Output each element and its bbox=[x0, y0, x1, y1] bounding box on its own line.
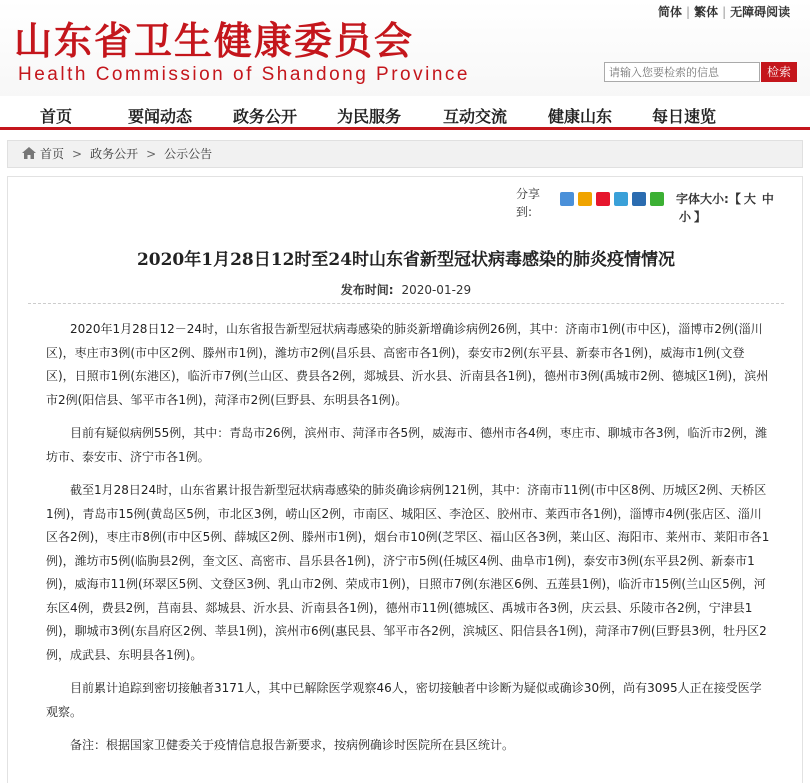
simplified-link[interactable]: 简体 bbox=[658, 5, 683, 19]
breadcrumb bbox=[7, 140, 803, 168]
publish-info bbox=[8, 281, 804, 298]
article-body bbox=[46, 318, 770, 768]
separator: | bbox=[686, 5, 691, 19]
share-icons bbox=[560, 191, 668, 206]
nav-item-interaction[interactable]: 互动交流 bbox=[443, 107, 508, 126]
pengyou-icon[interactable] bbox=[614, 192, 628, 206]
traditional-link[interactable]: 繁体 bbox=[694, 5, 719, 19]
nav-item-healthy-shandong[interactable]: 健康山东 bbox=[548, 107, 613, 126]
article-title: 2020年1月28日12时至24时山东省新型冠状病毒感染的肺炎疫情情况 bbox=[136, 250, 676, 270]
breadcrumb-separator: > bbox=[146, 147, 157, 161]
qzone-icon[interactable] bbox=[578, 192, 592, 206]
article-paragraph: 备注：根据国家卫健委关于疫情信息报告新要求，按病例确诊时医院所在县区统计。 bbox=[70, 738, 515, 752]
search-input[interactable] bbox=[604, 62, 760, 82]
article-paragraph: 目前累计追踪到密切接触者3171人，其中已解除医学观察46人，密切接触者中诊断为疑似或确诊30例，尚有3095人正在接受医学观察。 bbox=[46, 681, 762, 719]
site-subtitle: Health Commission of Shandong Province bbox=[18, 64, 470, 85]
font-size-label: 字体大小: bbox=[676, 192, 729, 206]
breadcrumb-separator: > bbox=[72, 147, 83, 161]
bracket-close: 】 bbox=[694, 210, 707, 224]
nav-item-gov-affairs[interactable]: 政务公开 bbox=[233, 107, 298, 126]
font-size-small[interactable]: 小 bbox=[679, 210, 692, 224]
home-icon bbox=[22, 142, 36, 154]
nav-item-public-service[interactable]: 为民服务 bbox=[337, 107, 402, 126]
article-paragraph: 目前有疑似病例55例，其中：青岛市26例，滨州市、菏泽市各5例，威海市、德州市各4例，枣庄市、聊城市各3例，临沂市2例，潍坊市、泰安市、济宁市各1例。 bbox=[46, 426, 768, 464]
font-size-control bbox=[676, 190, 802, 226]
renren-icon[interactable] bbox=[632, 192, 646, 206]
breadcrumb-announcements[interactable]: 公示公告 bbox=[164, 147, 213, 161]
add-icon[interactable] bbox=[560, 192, 574, 206]
top-links bbox=[658, 4, 806, 20]
nav-item-news[interactable]: 要闻动态 bbox=[128, 107, 193, 126]
nav-item-daily-brief[interactable]: 每日速览 bbox=[652, 107, 717, 126]
accessibility-link[interactable]: 无障碍阅读 bbox=[730, 5, 791, 19]
divider bbox=[28, 303, 784, 304]
article-paragraph: 2020年1月28日12－24时，山东省报告新型冠状病毒感染的肺炎新增确诊病例26例，其中：济南市1例(市中区)，淄博市2例(淄川区)，枣庄市3例(市中区2例、滕州市1例)，潍坊市2例(昌乐县、高密市各1例)，泰安市2例(东平县、新泰市各1例)，威海市1例(文登区)，日照市1例(东港区)，临沂市7例(兰山区、费县各2例，郯城县、沂水县、沂南县各1例)，德州市3例(禹城市2例、德城区1例)，滨州市2例(阳信县、邹平市各1例)，菏泽市2例(巨野县、东明县各1例)。 bbox=[46, 322, 769, 407]
wechat-icon[interactable] bbox=[650, 192, 664, 206]
share-label: 分享到: bbox=[516, 187, 541, 219]
publish-label: 发布时间: bbox=[340, 283, 394, 297]
search-button[interactable]: 检索 bbox=[761, 62, 797, 82]
article-container bbox=[7, 176, 803, 783]
breadcrumb-home[interactable]: 首页 bbox=[40, 147, 65, 161]
article-paragraph: 截至1月28日24时，山东省累计报告新型冠状病毒感染的肺炎确诊病例121例，其中：济南市11例(市中区8例、历城区2例、天桥区1例)，青岛市15例(黄岛区5例，市北区3例，崂山区2例，市南区、城阳区、李沧区、胶州市、莱西市各1例)，淄博市4例(张店区、淄川区各2例)，枣庄市8例(市中区5例、薛城区2例、滕州市1例)，烟台市10例(芝罘区、福山区各3例，莱山区、海阳市、莱州市、莱阳市各1例)，潍坊市5例(临朐县2例，奎文区、高密市、昌乐县各1例)，济宁市5例(任城区4例、曲阜市1例)，泰安市3例(东平县2例、新泰市1例)，威海市11例(环翠区5例、文登区3例、乳山市2例、荣成市1例)，日照市7例(东港区6例、五莲县1例)，临沂市15例(兰山区5例，河东区4例，费县2例，莒南县、郯城县、沂水县、沂南县各1例)，德州市11例(德城区、禹城市各3例，庆云县、乐陵市各2例，宁津县1例)，聊城市3例(东昌府区2例、莘县1例)，滨州市6例(惠民县、邹平市各2例，滨城区、阳信县各1例)，菏泽市7例(巨野县3例，牡丹区2例，成武县、东明县各1例)。 bbox=[46, 483, 770, 662]
bracket-open: 【 bbox=[728, 192, 741, 206]
font-size-large[interactable]: 大 bbox=[743, 192, 756, 206]
separator: | bbox=[722, 5, 727, 19]
publish-date: 2020-01-29 bbox=[401, 283, 472, 297]
site-title[interactable]: 山东省卫生健康委员会 bbox=[14, 18, 415, 63]
nav-item-home[interactable]: 首页 bbox=[40, 107, 73, 126]
main-nav bbox=[0, 96, 810, 130]
site-header bbox=[0, 0, 810, 96]
weibo-icon[interactable] bbox=[596, 192, 610, 206]
breadcrumb-gov-affairs[interactable]: 政务公开 bbox=[90, 147, 139, 161]
font-size-medium[interactable]: 中 bbox=[761, 192, 774, 206]
